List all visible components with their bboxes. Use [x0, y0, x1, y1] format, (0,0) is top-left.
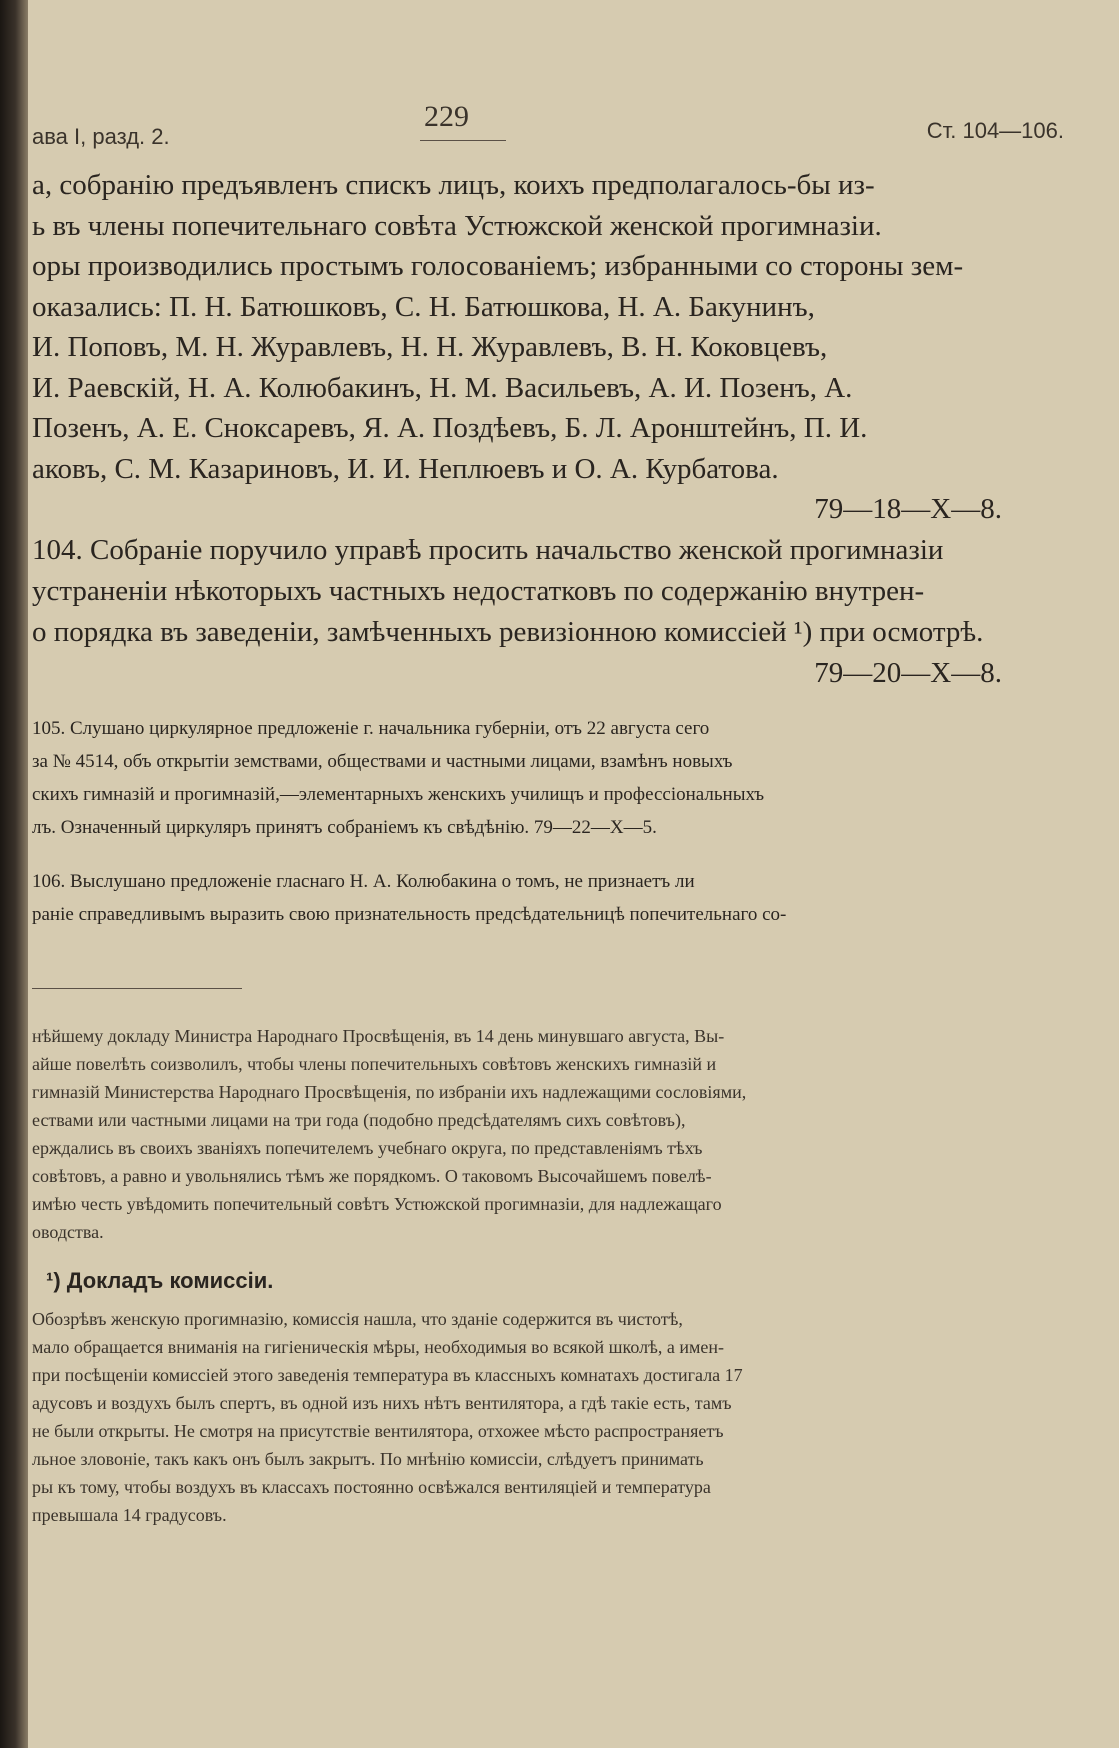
- text-line: оры производились простымъ голосованіемъ; избранными со стороны зем-: [32, 250, 964, 282]
- text-line: адусовъ и воздухъ былъ спертъ, въ одной изъ нихъ нѣтъ вентилятора, а гдѣ такіе есть, тамъ: [32, 1393, 732, 1413]
- footnote-decree: [32, 1022, 1032, 1246]
- paragraph-106: [32, 865, 1032, 931]
- text-line: льное зловоніе, такъ какъ онъ былъ закрытъ. По мнѣнію комиссіи, слѣдуетъ принимать: [32, 1449, 704, 1469]
- text-line: о порядка въ заведеніи, замѣченныхъ ревизіонною комиссіей ¹) при осмотрѣ.: [32, 616, 984, 648]
- text-line: раніе справедливымъ выразить свою признательность предсѣдательницѣ попечительнаго со-: [32, 904, 787, 925]
- text-line: имѣю честь увѣдомить попечительный совѣтъ Устюжской прогимназіи, для надлежащаго: [32, 1194, 722, 1214]
- paragraph-103-continuation: [32, 165, 1032, 530]
- text-line: устраненіи нѣкоторыхъ частныхъ недостатковъ по содержанію внутрен-: [32, 575, 925, 607]
- reference-code: 79—18—X—8.: [814, 493, 1002, 525]
- text-line: а, собранію предъявленъ спискъ лицъ, коихъ предполагалось-бы из-: [32, 169, 875, 201]
- text-line: не были открыты. Не смотря на присутствіе вентилятора, отхожее мѣсто распространяетъ: [32, 1421, 724, 1441]
- text-line: И. Раевскій, Н. А. Колюбакинъ, Н. М. Васильевъ, А. И. Позенъ, А.: [32, 371, 853, 404]
- text-line: Обозрѣвъ женскую прогимназію, комиссія нашла, что зданіе содержится въ чистотѣ,: [32, 1309, 683, 1329]
- section-label: ава I, разд. 2.: [32, 124, 170, 149]
- book-spine: [0, 0, 28, 1748]
- text-line: при посѣщеніи комиссіей этого заведенія температура въ классныхъ комнатахъ достигала 17: [32, 1365, 743, 1385]
- text-line: за № 4514, объ открытіи земствами, обществами и частными лицами, взамѣнъ новыхъ: [32, 751, 733, 772]
- text-line: 106. Выслушано предложеніе гласнаго Н. А. Колюбакина о томъ, не признаетъ ли: [32, 871, 695, 892]
- page-number: 229: [424, 100, 469, 133]
- article-range: Ст. 104—106.: [926, 118, 1064, 143]
- text-line: ествами или частными лицами на три года (подобно предсѣдателямъ сихъ совѣтовъ),: [32, 1110, 686, 1130]
- page-number-rule: [420, 140, 506, 141]
- paragraph-104: [32, 530, 1032, 694]
- text-line: мало обращается вниманія на гигіеническія мѣры, необходимыя во всякой школѣ, а имен-: [32, 1337, 724, 1357]
- text-line: ерждались въ своихъ званіяхъ попечителемъ учебнаго округа, по представленіямъ тѣхъ: [32, 1138, 703, 1158]
- reference-code: 79—20—X—8.: [814, 657, 1002, 689]
- text-line: оказались: П. Н. Батюшковъ, С. Н. Батюшкова, Н. А. Бакунинъ,: [32, 290, 815, 323]
- text-line: Позенъ, А. Е. Снoксаревъ, Я. А. Поздѣевъ, Б. Л. Аронштейнъ, П. И.: [32, 412, 868, 444]
- text-line: превышала 14 градусовъ.: [32, 1505, 227, 1525]
- text-line: скихъ гимназій и прогимназій,—элементарныхъ женскихъ училищъ и профессіональныхъ: [32, 784, 765, 805]
- text-line: лъ. Означенный циркуляръ принятъ собраніемъ къ свѣдѣнію. 79—22—X—5.: [32, 817, 657, 838]
- text-line: ь въ члены попечительнаго совѣта Устюжской женской прогимназіи.: [32, 209, 882, 242]
- text-line: нѣйшему докладу Министра Народнаго Просвѣщенія, въ 14 день минувшаго августа, Вы-: [32, 1026, 725, 1046]
- text-line: гимназій Министерства Народнаго Просвѣщенія, по избраніи ихъ надлежащими сословіями,: [32, 1082, 747, 1102]
- footnote-title: ¹) Докладъ комиссіи.: [46, 1268, 274, 1293]
- text-line: айше повелѣть соизволилъ, чтобы члены попечительныхъ совѣтовъ женскихъ гимназій и: [32, 1054, 717, 1074]
- text-line: совѣтовъ, а равно и увольнялись тѣмъ же порядкомъ. О таковомъ Высочайшемъ повелѣ-: [32, 1166, 712, 1186]
- text-line: аковъ, С. М. Казариновъ, И. И. Неплюевъ и О. А. Курбатова.: [32, 452, 779, 485]
- text-line: ры къ тому, чтобы воздухъ въ классахъ постоянно освѣжался вентиляціей и температура: [32, 1477, 711, 1497]
- text-line: 105. Слушано циркулярное предложеніе г. начальника губерніи, отъ 22 августа сего: [32, 718, 710, 739]
- paragraph-105: [32, 712, 1032, 844]
- footnote-rule: [32, 988, 242, 989]
- text-line: оводства.: [32, 1222, 104, 1242]
- text-line: И. Поповъ, М. Н. Журавлевъ, Н. Н. Журавлевъ, В. Н. Коковцевъ,: [32, 331, 828, 363]
- text-line: 104. Собраніе поручило управѣ просить начальство женской прогимназіи: [32, 534, 944, 566]
- footnote-commission-report: [32, 1305, 1032, 1529]
- page-header: [32, 100, 1092, 160]
